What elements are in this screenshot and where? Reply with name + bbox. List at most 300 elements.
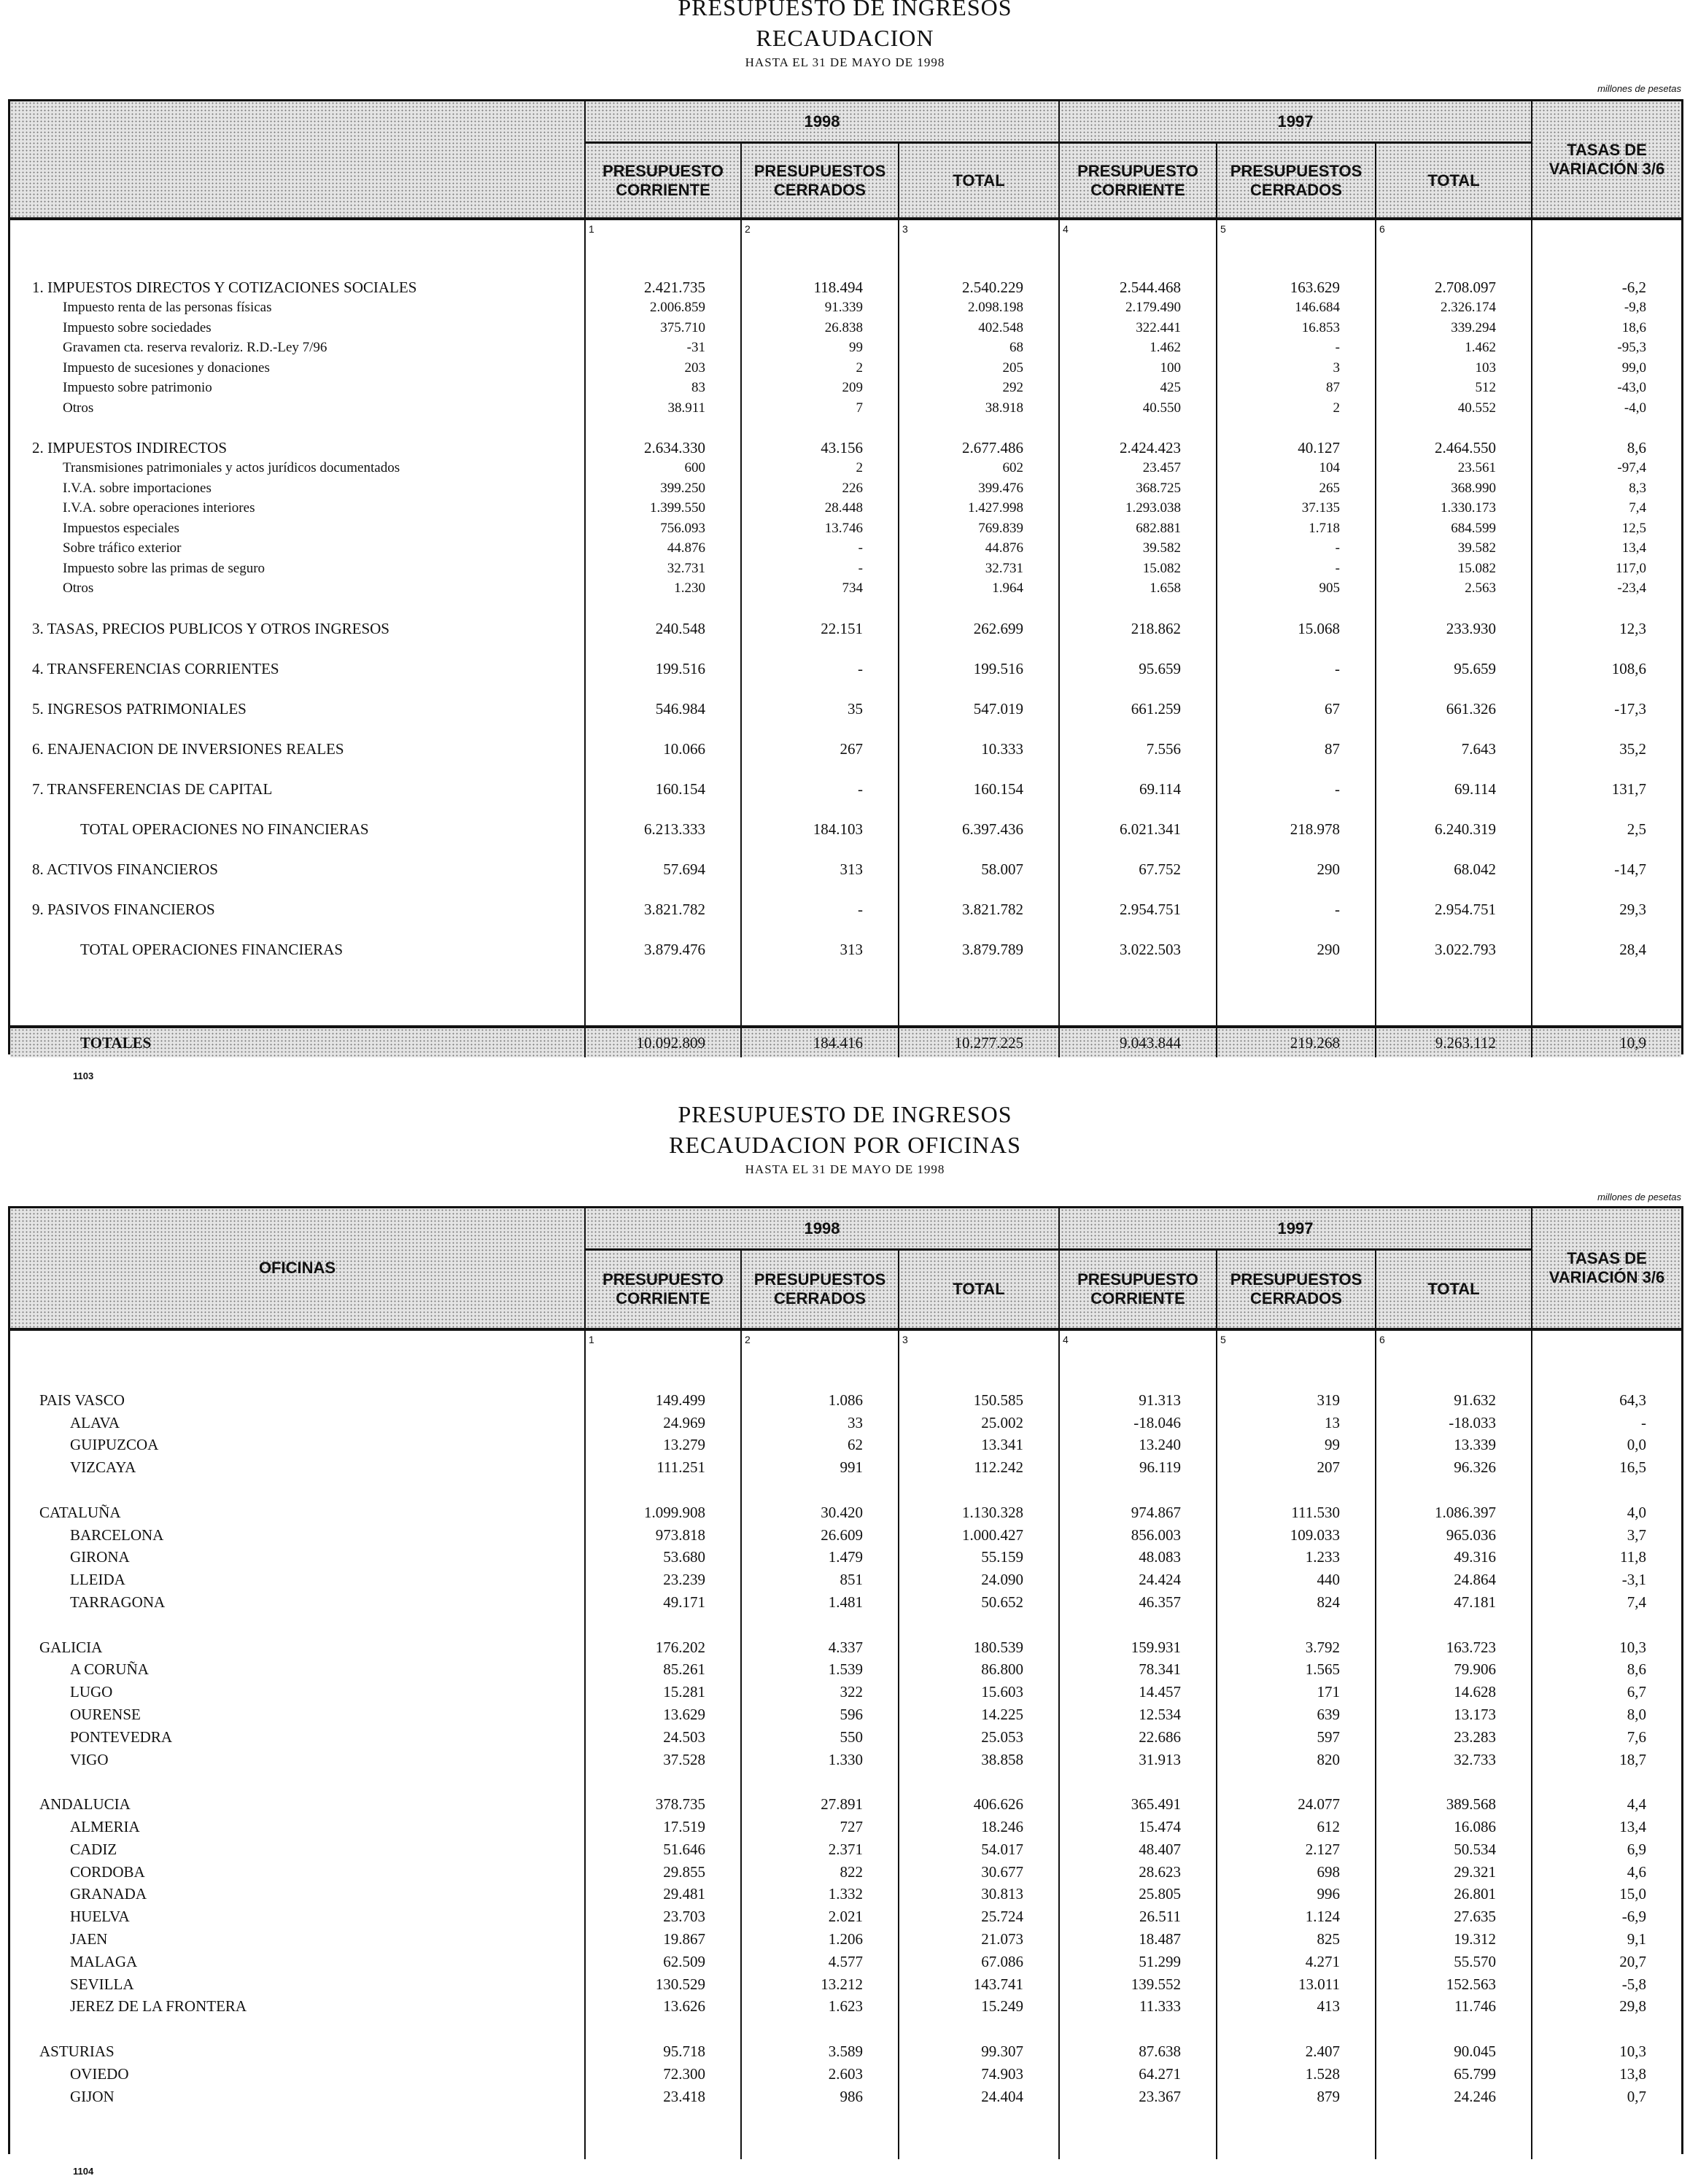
row-value: 96.326	[1454, 1458, 1496, 1477]
row-value: 10.333	[981, 739, 1023, 758]
row-value: 159.931	[1131, 1638, 1181, 1656]
row-value: 44.876	[667, 540, 705, 556]
row-value: 15.281	[663, 1683, 705, 1701]
row-value: -31	[686, 340, 705, 356]
row-value: 150.585	[973, 1391, 1023, 1409]
row-value: 2.603	[828, 2064, 863, 2083]
row-value: 18,7	[1619, 1750, 1646, 1768]
totals-cell: 9.263.112	[1375, 1028, 1531, 1057]
row-value: 31.913	[1139, 1750, 1181, 1768]
row-value: 50.534	[1454, 1840, 1496, 1858]
row-value: 24.864	[1454, 1571, 1496, 1589]
row-label: CADIZ	[70, 1840, 117, 1858]
row-value: 160.154	[973, 780, 1023, 798]
row-value: 1.000.427	[962, 1526, 1023, 1544]
row-value: 406.626	[973, 1795, 1023, 1814]
row-value: 226	[842, 480, 863, 496]
row-value: 1.399.550	[650, 500, 705, 516]
row-value: 11.746	[1454, 1997, 1496, 2016]
offices-table	[8, 1206, 1683, 2154]
row-label: SEVILLA	[70, 1975, 134, 1993]
header-col: PRESUPUESTO CORRIENTE	[584, 144, 740, 217]
row-value: 160.154	[655, 780, 705, 798]
row-value: 262.699	[973, 619, 1023, 637]
row-value: 365.491	[1131, 1795, 1181, 1814]
row-value: 292	[1002, 380, 1023, 396]
row-value: 3,7	[1627, 1526, 1646, 1544]
row-label: ANDALUCIA	[39, 1795, 131, 1814]
row-value: 24.246	[1454, 2087, 1496, 2105]
table-row-item	[10, 1681, 1681, 1703]
row-value: 184.103	[813, 820, 863, 838]
column-number: 5	[1220, 1334, 1226, 1345]
row-label: JEREZ DE LA FRONTERA	[70, 1997, 247, 2016]
row-value: -6,2	[1621, 279, 1646, 297]
row-value: 425	[1160, 380, 1181, 396]
table-row-section	[10, 1389, 1681, 1412]
row-label: TARRAGONA	[70, 1593, 166, 1612]
row-value: 32.731	[985, 560, 1023, 576]
row-value: 4,6	[1627, 1862, 1646, 1881]
row-value: 8,0	[1627, 1706, 1646, 1724]
row-label: TOTAL OPERACIONES FINANCIERAS	[80, 940, 344, 958]
row-label: OURENSE	[70, 1706, 141, 1724]
row-value: -	[858, 780, 863, 798]
column-number: 2	[745, 1334, 751, 1345]
doc-title: PRESUPUESTO DE INGRESOS	[678, 1101, 1012, 1127]
row-value: 2.544.468	[1120, 279, 1181, 297]
row-value: 10.066	[663, 739, 705, 758]
row-value: 2.954.751	[1435, 900, 1496, 918]
row-value: 16.086	[1454, 1818, 1496, 1836]
row-value: 29.321	[1454, 1862, 1496, 1881]
row-value: 67.086	[981, 1952, 1023, 1970]
row-value: 39.582	[1142, 540, 1181, 556]
row-value: 43.156	[821, 439, 863, 457]
row-value: 38.911	[667, 400, 705, 416]
row-value: 965.036	[1446, 1526, 1496, 1544]
row-label: ALMERIA	[70, 1818, 140, 1836]
row-value: 18,6	[1621, 319, 1646, 335]
row-value: 3.792	[1305, 1638, 1340, 1656]
row-value: 40.127	[1298, 439, 1340, 457]
row-value: 57.694	[663, 860, 705, 878]
table-row-item	[10, 1569, 1681, 1591]
row-value: 7,4	[1629, 500, 1646, 516]
totals-cell: 10,9	[1531, 1028, 1681, 1057]
totals-cell: 184.416	[740, 1028, 898, 1057]
row-label: 9. PASIVOS FINANCIEROS	[32, 900, 215, 918]
row-value: 612	[1317, 1818, 1340, 1836]
row-value: 68	[1009, 340, 1023, 356]
row-value: 973.818	[655, 1526, 705, 1544]
row-label: JAEN	[70, 1930, 108, 1948]
row-value: 1.623	[828, 1997, 863, 2016]
row-value: 29.855	[663, 1862, 705, 1881]
row-value: 547.019	[973, 699, 1023, 718]
row-value: 44.876	[985, 540, 1023, 556]
totals-row	[10, 1025, 1681, 1057]
row-value: 95.718	[663, 2043, 705, 2060]
row-value: 22.151	[821, 619, 863, 637]
row-value: 131,7	[1611, 780, 1646, 798]
doc-title: PRESUPUESTO DE INGRESOS	[678, 0, 1012, 20]
row-value: 86.800	[981, 1660, 1023, 1679]
table-row-item	[10, 579, 1681, 599]
row-value: 7.556	[1146, 739, 1181, 758]
row-value: 14.457	[1139, 1683, 1181, 1701]
row-value: 905	[1319, 580, 1340, 596]
row-value: 2	[856, 460, 863, 476]
row-value: 3.022.503	[1120, 940, 1181, 958]
row-value: 0,7	[1627, 2087, 1646, 2105]
row-value: 111.251	[656, 1458, 705, 1477]
row-value: 368.990	[1451, 480, 1496, 496]
row-value: 146.684	[1295, 300, 1340, 316]
row-value: 1.086.397	[1435, 1503, 1496, 1521]
row-label: BARCELONA	[70, 1526, 164, 1544]
row-value: 512	[1475, 380, 1496, 396]
row-value: 3.022.793	[1435, 940, 1496, 958]
table-row-item	[10, 1749, 1681, 1771]
row-value: 3.821.782	[644, 900, 705, 918]
row-value: 734	[842, 580, 863, 596]
row-value: 149.499	[655, 1391, 705, 1409]
row-value: 35	[848, 699, 863, 718]
row-value: -	[1335, 659, 1340, 677]
column-number: 4	[1063, 1334, 1069, 1345]
row-value: 661.326	[1446, 699, 1496, 718]
row-value: 28.623	[1139, 1862, 1181, 1881]
table-body	[10, 1331, 1681, 2159]
row-value: 152.563	[1446, 1975, 1496, 1993]
row-value: 824	[1317, 1593, 1340, 1612]
table-row-item	[10, 2063, 1681, 2086]
row-value: 18.246	[981, 1818, 1023, 1836]
row-value: 65.799	[1454, 2064, 1496, 2083]
column-number: 5	[1220, 223, 1226, 235]
row-value: 23.703	[663, 1908, 705, 1926]
row-value: 6.240.319	[1435, 820, 1496, 838]
row-value: 12,5	[1621, 520, 1646, 536]
table-row-item	[10, 318, 1681, 338]
row-value: 176.202	[655, 1638, 705, 1656]
row-value: 10,3	[1619, 1638, 1646, 1656]
row-value: 7,6	[1627, 1728, 1646, 1746]
row-value: -95,3	[1617, 340, 1646, 356]
row-value: 974.867	[1131, 1503, 1181, 1521]
table-row-item	[10, 1973, 1681, 1996]
row-value: 117,0	[1615, 560, 1646, 576]
row-value: 267	[840, 739, 863, 758]
row-value: 596	[840, 1706, 863, 1724]
column-number: 2	[745, 223, 751, 235]
row-value: 11.333	[1139, 1997, 1181, 2016]
totals-cell: 10.277.225	[898, 1028, 1058, 1057]
row-value: 180.539	[973, 1638, 1023, 1656]
header-rate: TASAS DE VARIACIÓN 3/6	[1531, 101, 1681, 217]
row-label: Impuesto renta de las personas físicas	[63, 300, 272, 316]
row-value: 55.570	[1454, 1952, 1496, 1970]
row-value: 440	[1317, 1571, 1340, 1589]
table-row-section	[10, 739, 1681, 760]
row-value: 20,7	[1619, 1952, 1646, 1970]
column-number: 6	[1379, 223, 1385, 235]
table-row-section	[10, 900, 1681, 920]
row-value: 7,4	[1627, 1593, 1646, 1612]
row-value: 322	[840, 1683, 863, 1701]
row-value: 171	[1317, 1683, 1340, 1701]
row-value: -	[1335, 780, 1340, 798]
row-value: 8,6	[1627, 1660, 1646, 1679]
row-value: 12,3	[1619, 619, 1646, 637]
row-value: 39.582	[1457, 540, 1496, 556]
table-row-item	[10, 1726, 1681, 1749]
row-value: 99	[1325, 1436, 1340, 1454]
row-label: Impuesto de sucesiones y donaciones	[63, 360, 270, 376]
row-value: 1.565	[1305, 1660, 1340, 1679]
row-value: 64.271	[1139, 2064, 1181, 2083]
header-label: OFICINAS	[258, 1259, 336, 1277]
row-value: 13.746	[824, 520, 863, 536]
row-value: 51.646	[663, 1840, 705, 1858]
row-value: 62.509	[663, 1952, 705, 1970]
row-value: 14.628	[1454, 1683, 1496, 1701]
row-value: 90.045	[1454, 2043, 1496, 2060]
row-value: 27.891	[821, 1795, 863, 1814]
row-value: 26.609	[821, 1526, 863, 1544]
row-value: 639	[1317, 1706, 1340, 1724]
row-value: 24.424	[1139, 1571, 1181, 1589]
row-value: 64,3	[1619, 1391, 1646, 1409]
row-value: -	[1335, 900, 1340, 918]
row-value: 1.130.328	[962, 1503, 1023, 1521]
row-value: 15.068	[1298, 619, 1340, 637]
row-value: -	[1641, 1413, 1646, 1431]
row-label: LUGO	[70, 1683, 113, 1701]
row-value: 37.528	[663, 1750, 705, 1768]
row-label: 4. TRANSFERENCIAS CORRIENTES	[32, 659, 279, 677]
row-value: 48.407	[1139, 1840, 1181, 1858]
table-row-section	[10, 659, 1681, 680]
row-value: 91.339	[824, 300, 863, 316]
row-value: 2.179.490	[1125, 300, 1181, 316]
row-value: 28.448	[824, 500, 863, 516]
row-value: -	[858, 540, 863, 556]
row-value: 96.119	[1139, 1458, 1181, 1477]
row-value: 986	[840, 2087, 863, 2105]
row-value: 698	[1317, 1862, 1340, 1881]
row-value: 51.299	[1139, 1952, 1181, 1970]
row-value: 99,0	[1621, 360, 1646, 376]
row-value: 218.978	[1290, 820, 1340, 838]
row-value: 684.599	[1451, 520, 1496, 536]
row-value: 218.862	[1131, 619, 1181, 637]
row-value: 389.568	[1446, 1795, 1496, 1814]
row-value: 13.011	[1298, 1975, 1340, 1993]
header-col: PRESUPUESTOS CERRADOS	[1216, 144, 1375, 217]
table-row-section	[10, 1501, 1681, 1524]
row-label: 2. IMPUESTOS INDIRECTOS	[32, 439, 228, 457]
row-value: 203	[684, 360, 705, 376]
table-row-item	[10, 338, 1681, 359]
row-value: -17,3	[1614, 699, 1646, 718]
header-col: PRESUPUESTO CORRIENTE	[584, 1251, 740, 1328]
table-row-item	[10, 1816, 1681, 1838]
row-value: 1.528	[1305, 2064, 1340, 2083]
row-value: 32.733	[1454, 1750, 1496, 1768]
row-value: 25.002	[981, 1413, 1023, 1431]
header-year-1997: 1997	[1058, 1208, 1531, 1251]
row-value: 6.397.436	[962, 820, 1023, 838]
row-value: 2.540.229	[962, 279, 1023, 297]
table-row-section	[10, 780, 1681, 800]
row-value: 4.577	[828, 1952, 863, 1970]
header-col: TOTAL	[898, 144, 1058, 217]
row-value: 602	[1002, 460, 1023, 476]
row-value: -18.033	[1449, 1413, 1496, 1431]
table-row-section	[10, 820, 1681, 840]
row-label: VIZCAYA	[70, 1458, 136, 1477]
row-value: 2.421.735	[644, 279, 705, 297]
revenue-table	[8, 99, 1683, 1054]
row-value: 822	[840, 1862, 863, 1881]
row-value: 69.114	[1454, 780, 1496, 798]
row-value: 54.017	[981, 1840, 1023, 1858]
table-row-section	[10, 2040, 1681, 2063]
row-value: 29,8	[1619, 1997, 1646, 2016]
row-value: 2.677.486	[962, 439, 1023, 457]
row-value: 402.548	[978, 319, 1023, 335]
row-value: 313	[840, 940, 863, 958]
row-value: 4.271	[1305, 1952, 1340, 1970]
column-number: 3	[902, 1334, 908, 1345]
units-note: millones de pesetas	[1597, 1192, 1681, 1202]
page-number: 1104	[73, 2166, 94, 2177]
row-value: 14.225	[981, 1706, 1023, 1724]
row-value: 4,0	[1627, 1503, 1646, 1521]
row-value: 1.462	[1465, 340, 1496, 356]
row-value: 600	[684, 460, 705, 476]
row-value: 13.240	[1139, 1436, 1181, 1454]
row-value: 108,6	[1611, 659, 1646, 677]
row-value: 37.135	[1301, 500, 1340, 516]
row-value: 3.589	[828, 2043, 863, 2060]
row-value: 13.339	[1454, 1436, 1496, 1454]
row-value: -97,4	[1617, 460, 1646, 476]
row-value: 233.930	[1446, 619, 1496, 637]
row-value: 13,8	[1619, 2064, 1646, 2083]
row-value: -	[1335, 540, 1340, 556]
row-value: 15.082	[1142, 560, 1181, 576]
table-row-item	[10, 1861, 1681, 1884]
table-row-item	[10, 1884, 1681, 1906]
row-value: 78.341	[1139, 1660, 1181, 1679]
row-value: 30.677	[981, 1862, 1023, 1881]
doc-date: HASTA EL 31 DE MAYO DE 1998	[745, 55, 945, 69]
table-header	[10, 1208, 1681, 1331]
row-value: 29,3	[1619, 900, 1646, 918]
row-value: 2.326.174	[1441, 300, 1496, 316]
header-col: PRESUPUESTOS CERRADOS	[1216, 1251, 1375, 1328]
row-value: 769.839	[978, 520, 1023, 536]
row-value: 111.530	[1291, 1503, 1340, 1521]
row-value: 91.632	[1454, 1391, 1496, 1409]
row-value: 29.481	[663, 1885, 705, 1903]
row-value: 139.552	[1131, 1975, 1181, 1993]
row-value: 18.487	[1139, 1930, 1181, 1948]
table-row-section	[10, 1793, 1681, 1816]
row-value: 199.516	[973, 659, 1023, 677]
row-label: 1. IMPUESTOS DIRECTOS Y COTIZACIONES SOCIALES	[32, 279, 417, 297]
row-value: 40.552	[1457, 400, 1496, 416]
row-value: 163.723	[1446, 1638, 1496, 1656]
row-value: 23.367	[1139, 2087, 1181, 2105]
row-value: 24.077	[1298, 1795, 1340, 1814]
row-value: 3	[1333, 360, 1340, 376]
row-value: -23,4	[1617, 580, 1646, 596]
row-value: 47.181	[1454, 1593, 1496, 1612]
row-value: 35,2	[1619, 739, 1646, 758]
row-value: 3.821.782	[962, 900, 1023, 918]
row-label: Impuesto sobre patrimonio	[63, 380, 212, 396]
row-value: 1.124	[1305, 1908, 1340, 1926]
row-value: -	[1335, 560, 1340, 576]
row-value: 49.316	[1454, 1548, 1496, 1566]
row-value: 13.629	[663, 1706, 705, 1724]
doc-date: HASTA EL 31 DE MAYO DE 1998	[745, 1162, 945, 1176]
row-value: 46.357	[1139, 1593, 1181, 1612]
row-value: 95.659	[1454, 659, 1496, 677]
row-value: 1.293.038	[1125, 500, 1181, 516]
row-value: 378.735	[655, 1795, 705, 1814]
row-label: CORDOBA	[70, 1862, 145, 1881]
row-value: 17.519	[663, 1818, 705, 1836]
row-value: 1.086	[828, 1391, 863, 1409]
row-value: 163.629	[1290, 279, 1340, 297]
row-value: 820	[1317, 1750, 1340, 1768]
row-value: 26.801	[1454, 1885, 1496, 1903]
row-value: 15.603	[981, 1683, 1023, 1701]
row-value: 319	[1317, 1391, 1340, 1409]
row-value: 13.212	[821, 1975, 863, 1993]
row-value: 30.420	[821, 1503, 863, 1521]
row-value: 2.098.198	[968, 300, 1023, 316]
page-number: 1103	[73, 1070, 94, 1081]
table-row-section	[10, 860, 1681, 880]
table-row-item	[10, 1703, 1681, 1726]
row-value: 15.474	[1139, 1818, 1181, 1836]
table-row-item	[10, 1659, 1681, 1682]
rows	[10, 1331, 1681, 2108]
row-value: 6,7	[1627, 1683, 1646, 1701]
row-label: GALICIA	[39, 1638, 103, 1656]
row-value: -5,8	[1621, 1975, 1646, 1993]
row-label: 8. ACTIVOS FINANCIEROS	[32, 860, 218, 878]
header-col: TOTAL	[898, 1251, 1058, 1328]
table-body	[10, 220, 1681, 1025]
row-value: 546.984	[655, 699, 705, 718]
row-value: 109.033	[1290, 1526, 1340, 1544]
table-row-item	[10, 2086, 1681, 2108]
row-label: ASTURIAS	[39, 2043, 115, 2060]
row-value: 3.879.476	[644, 940, 705, 958]
row-value: 205	[1002, 360, 1023, 376]
row-value: -	[858, 659, 863, 677]
row-value: 15.082	[1457, 560, 1496, 576]
row-value: 2.563	[1465, 580, 1496, 596]
table-header	[10, 101, 1681, 220]
